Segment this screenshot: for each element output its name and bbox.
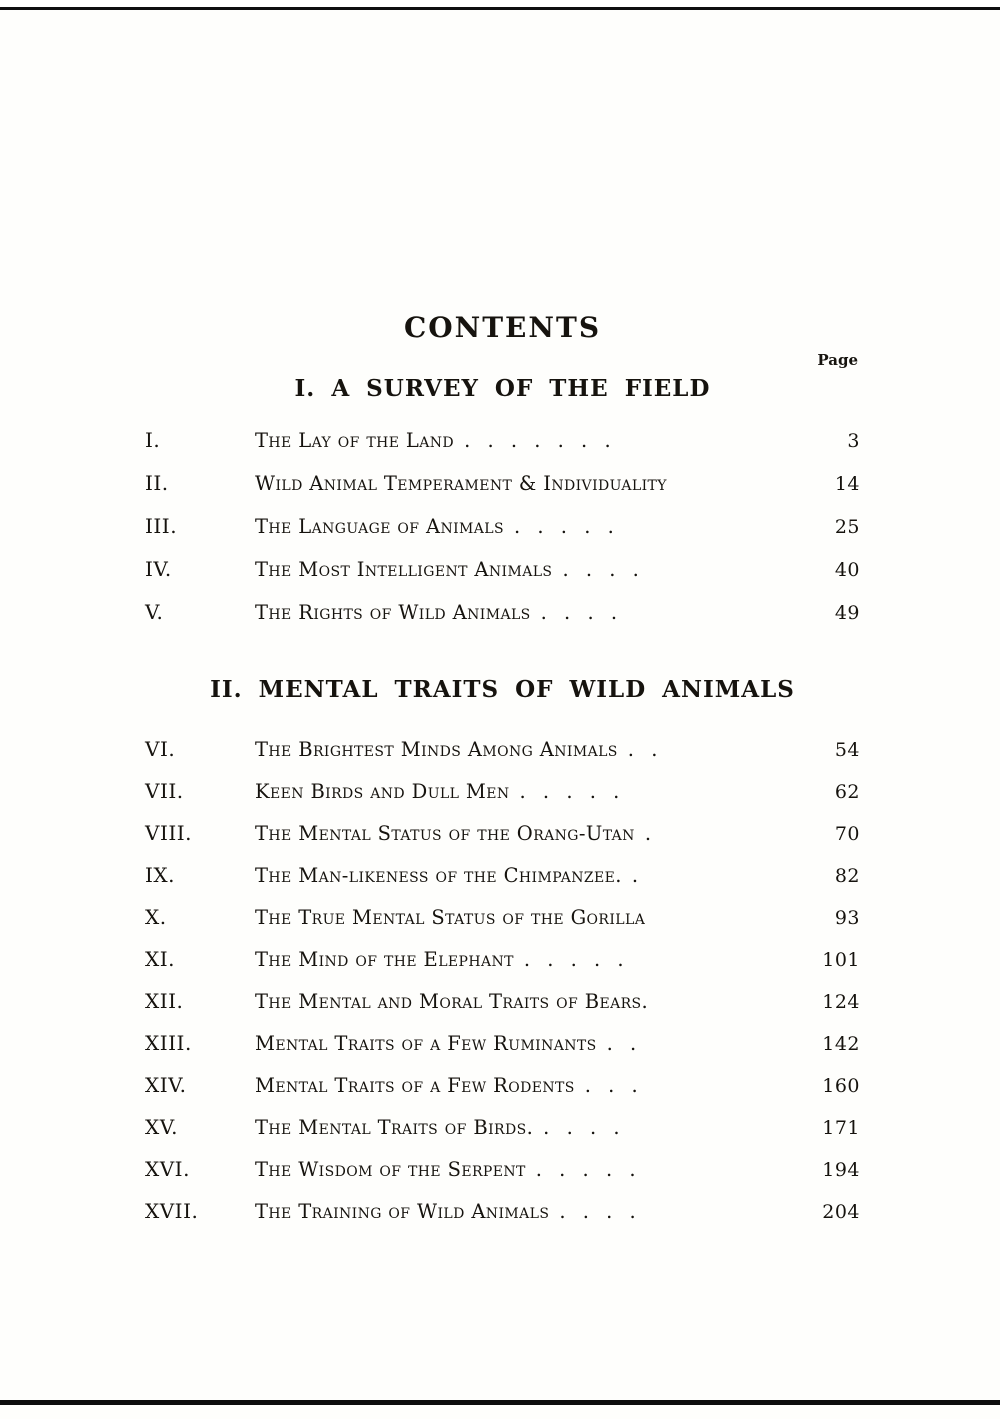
toc-entry-title: Wild Animal Temperament & Individuality [255, 472, 667, 495]
toc-entry [145, 779, 860, 821]
toc-entry-title: Mental Traits of a Few Ruminants . . [255, 1032, 638, 1055]
toc-entry-title: The Language of Animals . . . . . [255, 515, 615, 538]
toc-entry [145, 600, 860, 643]
dot-leader: . . . . . [523, 948, 625, 971]
toc-entry-page: 194 [822, 1159, 860, 1181]
toc-entry-title: The Wisdom of the Serpent . . . . . [255, 1158, 637, 1181]
dot-leader: . [644, 822, 653, 845]
toc-entry-title: The Mental and Moral Traits of Bears. [255, 990, 649, 1013]
section-entry-list [145, 737, 860, 1241]
toc-entry [145, 557, 860, 600]
toc-entry-title: The Man-likeness of the Chimpanzee. . [255, 864, 640, 887]
toc-entry-numeral: XIII. [145, 1031, 192, 1055]
toc-entry-page: 70 [834, 823, 860, 845]
toc-entry-numeral: XII. [145, 989, 184, 1013]
contents-page [145, 310, 860, 1241]
toc-entry-numeral: VII. [145, 779, 184, 803]
toc-entry-page: 54 [834, 739, 860, 761]
scan-edge-bottom [0, 1400, 1000, 1405]
toc-entry-page: 3 [847, 430, 860, 452]
toc-entry-page: 204 [822, 1201, 860, 1223]
toc-entry-page: 124 [822, 991, 860, 1013]
toc-entry-title: The Brightest Minds Among Animals . . [255, 738, 659, 761]
toc-entry-numeral: V. [145, 600, 164, 624]
toc-entry [145, 428, 860, 471]
toc-entry-title: The True Mental Status of the Gorilla [255, 906, 646, 929]
toc-entry-title: Keen Birds and Dull Men . . . . . [255, 780, 621, 803]
toc-entry [145, 1115, 860, 1157]
dot-leader: . . . . [559, 1200, 637, 1223]
toc-entry-numeral: IV. [145, 557, 172, 581]
toc-entry-numeral: VIII. [145, 821, 193, 845]
page-column-label: Page [817, 351, 858, 369]
toc-entry [145, 514, 860, 557]
toc-entry-numeral: VI. [145, 737, 176, 761]
dot-leader: . . . . . . . [464, 429, 612, 452]
toc-entry-page: 40 [834, 559, 860, 581]
toc-entry-page: 142 [822, 1033, 860, 1055]
toc-entry-title: Mental Traits of a Few Rodents . . . [255, 1074, 639, 1097]
toc-entry [145, 1073, 860, 1115]
dot-leader: . . . . . [519, 780, 621, 803]
toc-entry-page: 62 [834, 781, 860, 803]
toc-entry [145, 905, 860, 947]
toc-entry-numeral: III. [145, 514, 178, 538]
scan-edge-top [0, 7, 1000, 10]
dot-leader: . . . . [543, 1116, 621, 1139]
dot-leader: . . . . [540, 601, 619, 624]
contents-title: CONTENTS [403, 311, 602, 344]
toc-entry [145, 989, 860, 1031]
toc-entry-numeral: XVI. [145, 1157, 190, 1181]
toc-entry-numeral: X. [145, 905, 167, 929]
toc-entry-numeral: IX. [145, 863, 175, 887]
toc-entry-page: 101 [822, 949, 860, 971]
toc-entry [145, 821, 860, 863]
toc-entry-title: The Mind of the Elephant . . . . . [255, 948, 625, 971]
toc-entry-title: The Mental Status of the Orang-Utan . [255, 822, 653, 845]
toc-entry [145, 1031, 860, 1073]
toc-entry-numeral: XV. [145, 1115, 179, 1139]
toc-entry-page: 49 [834, 602, 860, 624]
toc-entry-numeral: XI. [145, 947, 175, 971]
toc-entry [145, 1199, 860, 1241]
section-entry-list [145, 428, 860, 643]
section-heading: II. MENTAL TRAITS OF WILD ANIMALS [210, 676, 795, 703]
toc-entry-page: 25 [834, 516, 860, 538]
toc-entry [145, 947, 860, 989]
toc-entry-title: The Rights of Wild Animals . . . . [255, 601, 619, 624]
toc-entry-title: The Most Intelligent Animals . . . . [255, 558, 640, 581]
section-heading: I. A SURVEY OF THE FIELD [294, 375, 711, 402]
dot-leader: . . [606, 1032, 638, 1055]
dot-leader: . . . . . [535, 1158, 637, 1181]
toc-entry-title: The Training of Wild Animals . . . . [255, 1200, 637, 1223]
toc-entry [145, 863, 860, 905]
dot-leader: . . . . [562, 558, 640, 581]
toc-entry-page: 82 [834, 865, 860, 887]
toc-entry [145, 1157, 860, 1199]
dot-leader: . . . [584, 1074, 639, 1097]
toc-entry-page: 171 [822, 1117, 860, 1139]
toc-entry-page: 14 [834, 473, 860, 495]
toc-entry-numeral: XVII. [145, 1199, 199, 1223]
toc-entry-page: 160 [822, 1075, 860, 1097]
dot-leader: . . [627, 738, 659, 761]
toc-entry-title: The Lay of the Land . . . . . . . [255, 429, 612, 452]
toc-entry-numeral: II. [145, 471, 169, 495]
toc-entry [145, 737, 860, 779]
toc-entry-numeral: XIV. [145, 1073, 187, 1097]
table-of-contents [145, 374, 860, 1241]
toc-entry-numeral: I. [145, 428, 161, 452]
toc-entry-page: 93 [834, 907, 860, 929]
dot-leader: . . . . . [514, 515, 615, 538]
dot-leader: . [631, 864, 640, 887]
toc-entry-title: The Mental Traits of Birds. . . . . [255, 1116, 621, 1139]
toc-entry [145, 471, 860, 514]
